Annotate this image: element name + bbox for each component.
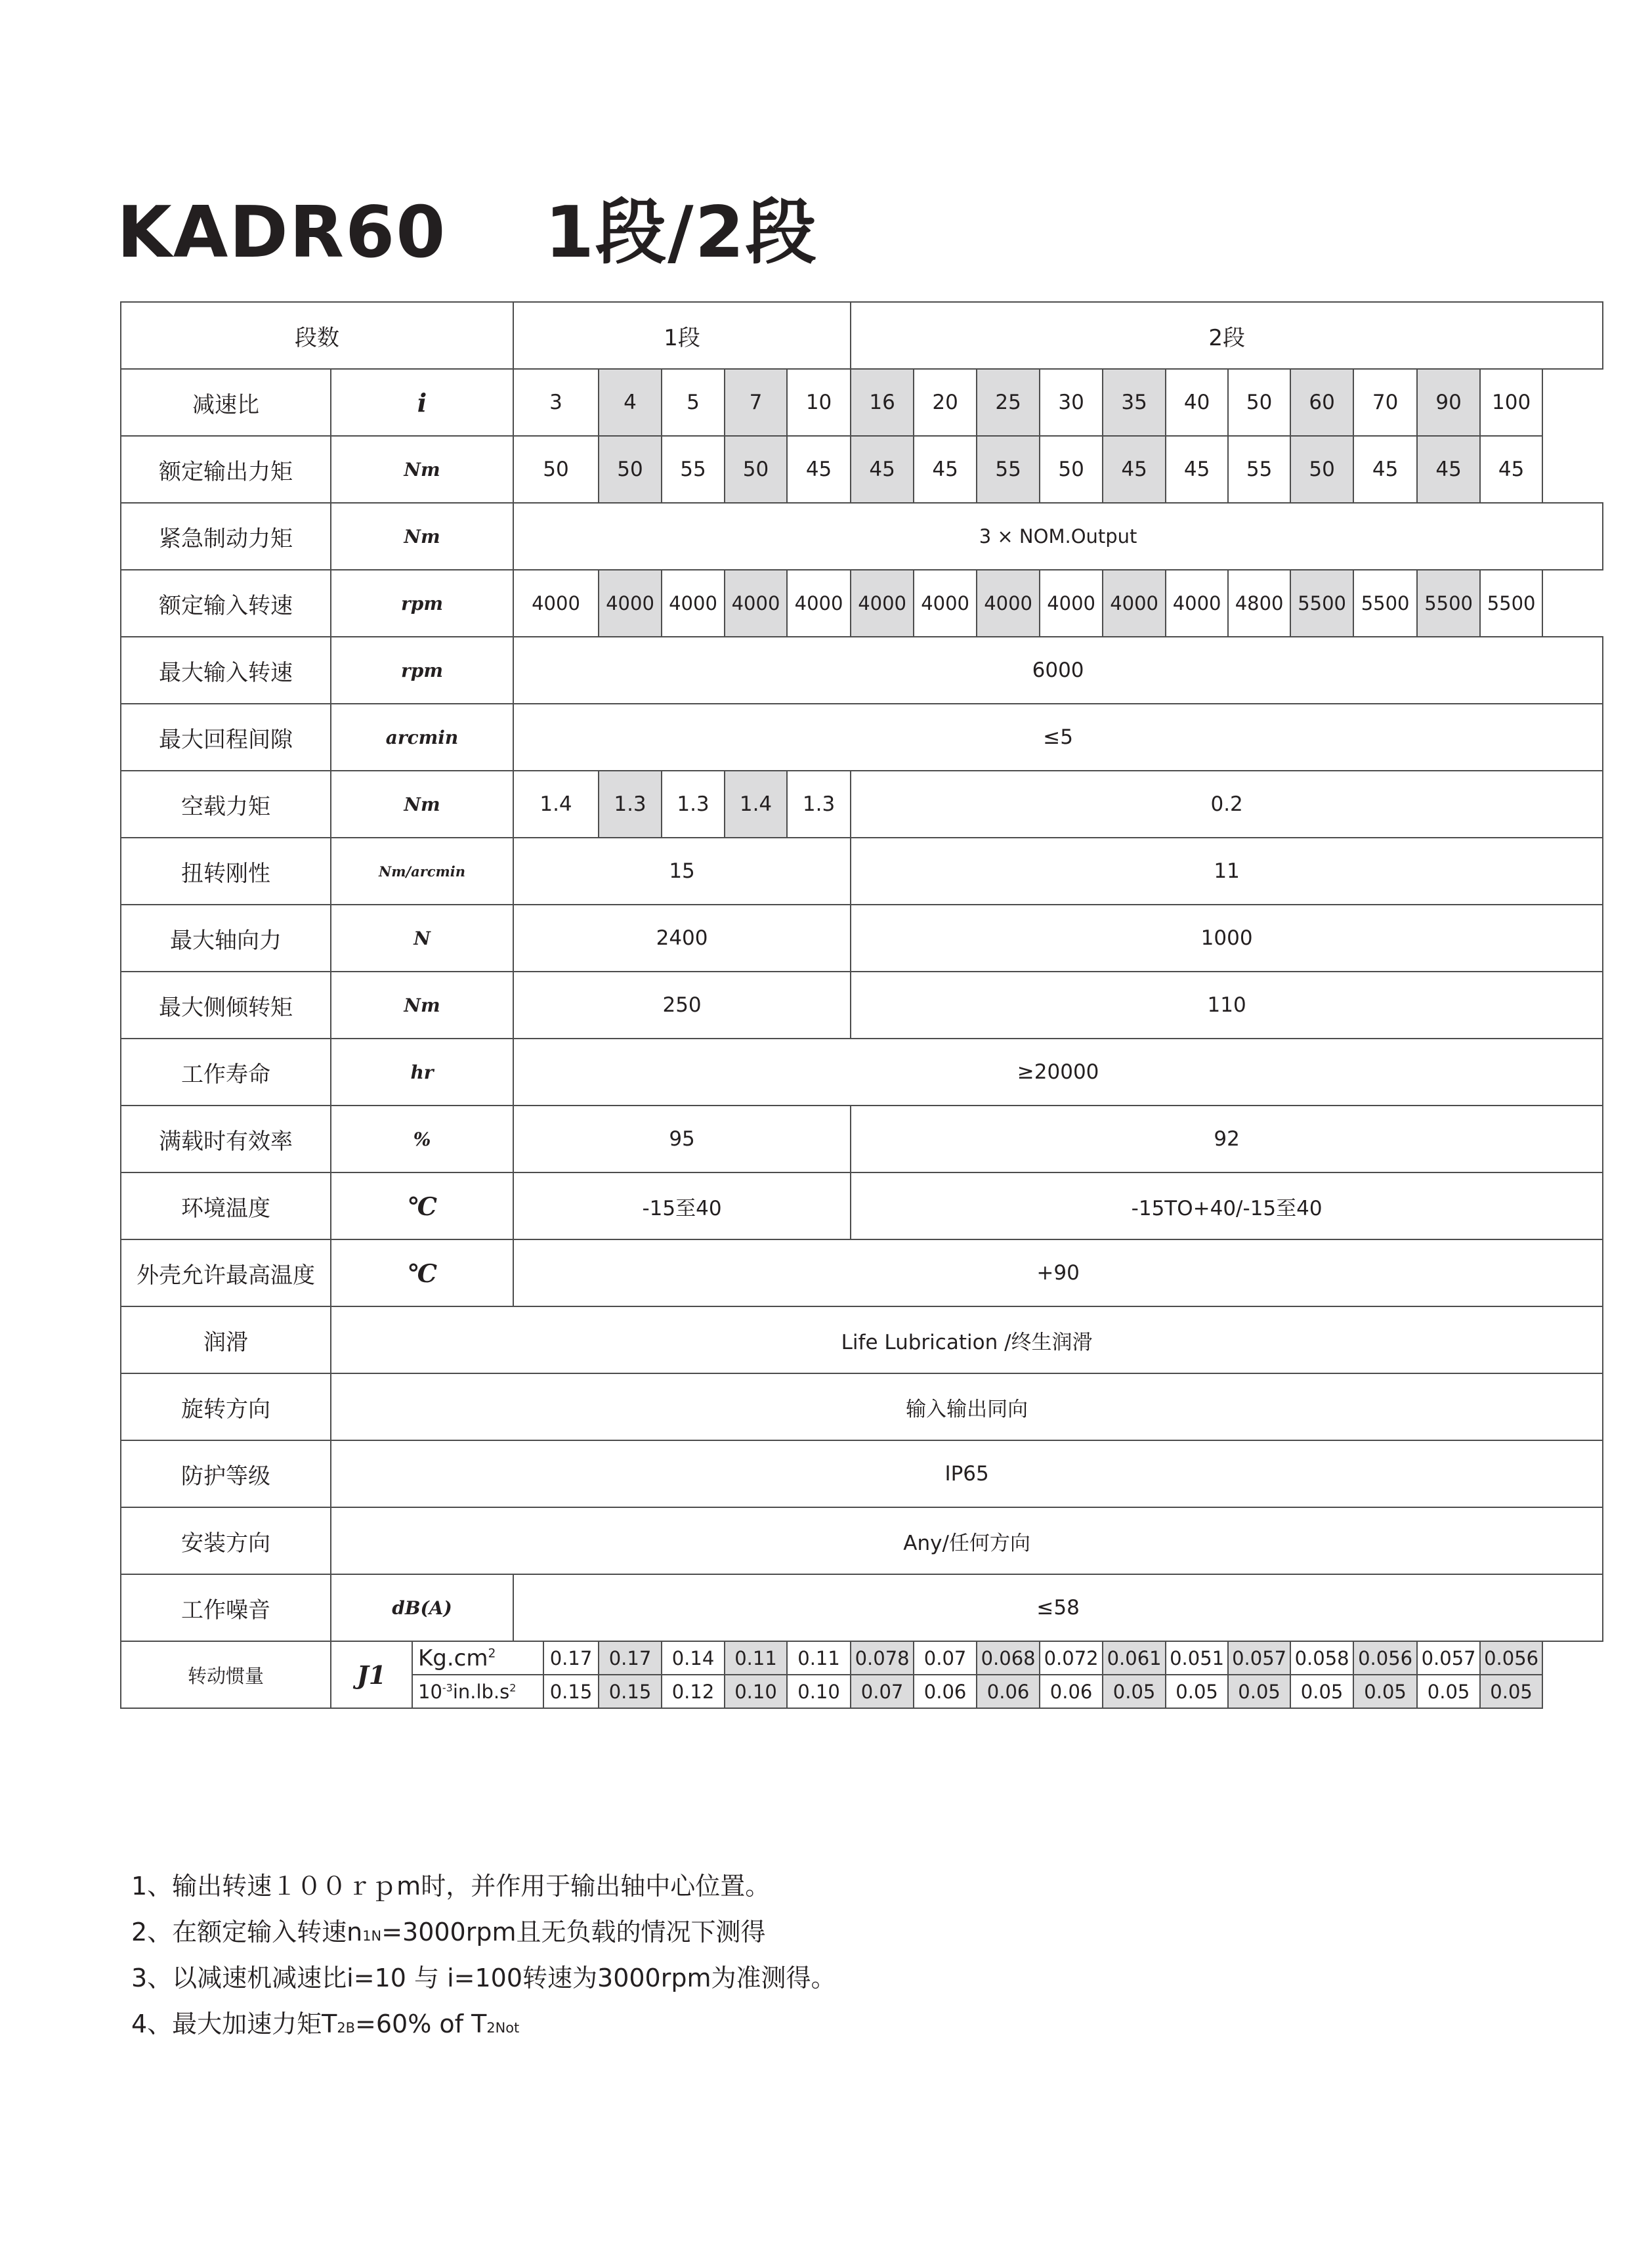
rated-speed-cell: 4000 <box>513 570 599 637</box>
note-2 <box>131 1909 836 1955</box>
stage1-header: 1段 <box>513 302 851 369</box>
inertia-kgcm2-cell: 0.11 <box>725 1641 787 1675</box>
inertia-kgcm2-cell: 0.072 <box>1040 1641 1103 1675</box>
ambient-temp-stage1: -15至40 <box>513 1172 851 1239</box>
row-ambient-temp <box>121 1172 1603 1239</box>
row-unit: % <box>331 1106 513 1172</box>
service-life-value: ≥20000 <box>513 1039 1603 1106</box>
row-rated-torque <box>121 436 1603 503</box>
rated-torque-cell: 45 <box>1417 436 1480 503</box>
row-stage <box>121 302 1603 369</box>
row-torsional-rigidity <box>121 838 1603 905</box>
row-unit: Nm <box>331 771 513 838</box>
row-label: 满载时有效率 <box>121 1106 331 1172</box>
row-label: 紧急制动力矩 <box>121 503 331 570</box>
rated-torque-cell: 55 <box>662 436 725 503</box>
stage-header: 段数 <box>121 302 513 369</box>
row-unit: N <box>331 905 513 972</box>
rated-speed-cell: 4000 <box>662 570 725 637</box>
no-load-cell: 1.3 <box>599 771 662 838</box>
row-unit: Nm <box>331 972 513 1039</box>
row-max-tilting-torque <box>121 972 1603 1039</box>
note-2-subscript: 1N <box>362 1928 382 1944</box>
rated-speed-cell: 4000 <box>977 570 1040 637</box>
inertia-inlbs2-cell: 0.05 <box>1103 1675 1166 1708</box>
row-label: 工作寿命 <box>121 1039 331 1106</box>
row-unit: rpm <box>331 637 513 704</box>
row-unit: arcmin <box>331 704 513 771</box>
rated-torque-cell: 50 <box>725 436 787 503</box>
lubrication-value: Life Lubrication /终生润滑 <box>331 1306 1603 1373</box>
ratio-cell: 16 <box>851 369 914 436</box>
efficiency-stage2: 92 <box>851 1106 1603 1172</box>
row-label: 工作噪音 <box>121 1574 331 1641</box>
max-speed-value: 6000 <box>513 637 1603 704</box>
ratio-cell: 30 <box>1040 369 1103 436</box>
inertia-unit-kgcm2 <box>412 1641 543 1675</box>
row-unit: rpm <box>331 570 513 637</box>
inertia-inlbs2-cell: 0.05 <box>1353 1675 1417 1708</box>
inertia-kgcm2-cell: 0.056 <box>1353 1641 1417 1675</box>
row-service-life <box>121 1039 1603 1106</box>
inertia-inlbs2-cell: 0.15 <box>599 1675 662 1708</box>
inertia-inlbs2-cell: 0.10 <box>725 1675 787 1708</box>
inertia-kgcm2-cell: 0.11 <box>787 1641 851 1675</box>
note-4 <box>131 2001 836 2047</box>
emergency-torque-value: 3 × NOM.Output <box>513 503 1603 570</box>
max-tilting-torque-stage1: 250 <box>513 972 851 1039</box>
inertia-kgcm2-cell: 0.057 <box>1417 1641 1480 1675</box>
inertia-kgcm2-cell: 0.056 <box>1480 1641 1542 1675</box>
row-mounting <box>121 1507 1603 1574</box>
ratio-cell: 4 <box>599 369 662 436</box>
inertia-kgcm2-cell: 0.17 <box>599 1641 662 1675</box>
row-label: 减速比 <box>121 369 331 436</box>
inertia-inlbs2-cell: 0.05 <box>1166 1675 1228 1708</box>
row-max-axial-force <box>121 905 1603 972</box>
row-no-load-torque <box>121 771 1603 838</box>
ratio-cell: 40 <box>1166 369 1228 436</box>
inertia-kgcm2-cell: 0.17 <box>543 1641 599 1675</box>
row-max-housing-temp <box>121 1239 1603 1306</box>
rated-speed-cell: 4000 <box>1166 570 1228 637</box>
inertia-kgcm2-cell: 0.057 <box>1228 1641 1290 1675</box>
inertia-inlbs2-cell: 0.15 <box>543 1675 599 1708</box>
ambient-temp-stage2: -15TO+40/-15至40 <box>851 1172 1603 1239</box>
inertia-kgcm2-cell: 0.078 <box>851 1641 914 1675</box>
note-4-text-b: =60% of T <box>355 2010 487 2038</box>
row-inertia-1 <box>121 1641 1603 1675</box>
inertia-inlbs2-cell: 0.06 <box>977 1675 1040 1708</box>
inertia-inlbs2-cell: 0.05 <box>1290 1675 1353 1708</box>
note-2-text-b: =3000rpm且无负载的情况下测得 <box>381 1918 766 1946</box>
rated-torque-cell: 45 <box>1166 436 1228 503</box>
ratio-cell: 100 <box>1480 369 1542 436</box>
row-label: 外壳允许最高温度 <box>121 1239 331 1306</box>
torsional-rigidity-stage1: 15 <box>513 838 851 905</box>
ratio-cell: 90 <box>1417 369 1480 436</box>
mounting-value: Any/任何方向 <box>331 1507 1603 1574</box>
rotation-value: 输入输出同向 <box>331 1373 1603 1440</box>
inertia-unit-inlbs2-mid: in.lb.s <box>452 1680 510 1703</box>
row-label: 安装方向 <box>121 1507 331 1574</box>
row-label: 最大输入转速 <box>121 637 331 704</box>
max-axial-force-stage1: 2400 <box>513 905 851 972</box>
note-4-subscript-2: 2Not <box>486 2020 520 2036</box>
note-2-text-a: 2、在额定输入转速n <box>131 1918 363 1946</box>
note-4-text-a: 4、最大加速力矩T <box>131 2010 337 2038</box>
row-unit: Nm/arcmin <box>331 838 513 905</box>
row-label: 旋转方向 <box>121 1373 331 1440</box>
inertia-kgcm2-cell: 0.051 <box>1166 1641 1228 1675</box>
ratio-cell: 60 <box>1290 369 1353 436</box>
page-title: KADR60 1段/2段 <box>117 192 818 274</box>
noise-value: ≤58 <box>513 1574 1603 1641</box>
rated-speed-cell: 4000 <box>851 570 914 637</box>
row-protection <box>121 1440 1603 1507</box>
no-load-cell: 1.4 <box>513 771 599 838</box>
rated-speed-cell: 4000 <box>599 570 662 637</box>
row-label: 最大轴向力 <box>121 905 331 972</box>
notes-list <box>131 1863 836 2047</box>
inertia-unit-inlbs2-exp-b: 2 <box>509 1681 517 1694</box>
row-label: 空载力矩 <box>121 771 331 838</box>
inertia-inlbs2-cell: 0.12 <box>662 1675 725 1708</box>
row-noise <box>121 1574 1603 1641</box>
row-label: 润滑 <box>121 1306 331 1373</box>
inertia-inlbs2-cell: 0.05 <box>1228 1675 1290 1708</box>
no-load-cell: 1.4 <box>725 771 787 838</box>
row-rotation <box>121 1373 1603 1440</box>
rated-torque-cell: 55 <box>1228 436 1290 503</box>
inertia-kgcm2-cell: 0.068 <box>977 1641 1040 1675</box>
torsional-rigidity-stage2: 11 <box>851 838 1603 905</box>
rated-torque-cell: 50 <box>1290 436 1353 503</box>
inertia-kgcm2-cell: 0.07 <box>914 1641 977 1675</box>
rated-torque-cell: 55 <box>977 436 1040 503</box>
row-unit: ℃ <box>331 1239 513 1306</box>
rated-speed-cell: 4800 <box>1228 570 1290 637</box>
row-unit: Nm <box>331 436 513 503</box>
ratio-cell: 70 <box>1353 369 1417 436</box>
ratio-cell: 3 <box>513 369 599 436</box>
ratio-cell: 35 <box>1103 369 1166 436</box>
row-unit: Nm <box>331 503 513 570</box>
backlash-value: ≤5 <box>513 704 1603 771</box>
inertia-inlbs2-cell: 0.06 <box>914 1675 977 1708</box>
row-max-speed <box>121 637 1603 704</box>
rated-torque-cell: 50 <box>599 436 662 503</box>
no-load-cell: 1.3 <box>662 771 725 838</box>
row-ratio <box>121 369 1603 436</box>
rated-torque-cell: 50 <box>513 436 599 503</box>
row-lubrication <box>121 1306 1603 1373</box>
rated-speed-cell: 4000 <box>914 570 977 637</box>
row-label: 环境温度 <box>121 1172 331 1239</box>
row-rated-speed <box>121 570 1603 637</box>
spec-table <box>120 301 1603 1709</box>
inertia-unit-inlbs2-pre: 10 <box>418 1680 442 1703</box>
inertia-unit-kgcm2-exp: 2 <box>488 1646 496 1661</box>
row-unit: i <box>331 369 513 436</box>
stage2-header: 2段 <box>851 302 1603 369</box>
rated-torque-cell: 45 <box>1103 436 1166 503</box>
rated-speed-cell: 4000 <box>1103 570 1166 637</box>
row-label: 扭转刚性 <box>121 838 331 905</box>
rated-speed-cell: 5500 <box>1417 570 1480 637</box>
inertia-inlbs2-cell: 0.10 <box>787 1675 851 1708</box>
inertia-kgcm2-cell: 0.058 <box>1290 1641 1353 1675</box>
rated-torque-cell: 45 <box>851 436 914 503</box>
ratio-cell: 20 <box>914 369 977 436</box>
inertia-inlbs2-cell: 0.06 <box>1040 1675 1103 1708</box>
max-tilting-torque-stage2: 110 <box>851 972 1603 1039</box>
row-label: 额定输出力矩 <box>121 436 331 503</box>
row-label: 防护等级 <box>121 1440 331 1507</box>
ratio-cell: 10 <box>787 369 851 436</box>
note-1: 1、输出转速１００ｒｐm时，并作用于输出轴中心位置。 <box>131 1872 771 1901</box>
note-4-subscript-1: 2B <box>337 2020 356 2036</box>
row-label: 最大侧倾转矩 <box>121 972 331 1039</box>
rated-speed-cell: 5500 <box>1480 570 1542 637</box>
max-axial-force-stage2: 1000 <box>851 905 1603 972</box>
rated-torque-cell: 45 <box>787 436 851 503</box>
row-unit: ℃ <box>331 1172 513 1239</box>
row-label: 转动惯量 <box>121 1641 331 1708</box>
ratio-cell: 50 <box>1228 369 1290 436</box>
rated-speed-cell: 4000 <box>787 570 851 637</box>
rated-torque-cell: 45 <box>914 436 977 503</box>
no-load-stage2: 0.2 <box>851 771 1603 838</box>
rated-torque-cell: 45 <box>1353 436 1417 503</box>
ratio-cell: 5 <box>662 369 725 436</box>
protection-value: IP65 <box>331 1440 1603 1507</box>
row-emergency-torque <box>121 503 1603 570</box>
inertia-inlbs2-cell: 0.05 <box>1480 1675 1542 1708</box>
row-backlash <box>121 704 1603 771</box>
max-housing-temp-value: +90 <box>513 1239 1603 1306</box>
rated-speed-cell: 4000 <box>1040 570 1103 637</box>
rated-speed-cell: 5500 <box>1353 570 1417 637</box>
inertia-kgcm2-cell: 0.061 <box>1103 1641 1166 1675</box>
ratio-cell: 25 <box>977 369 1040 436</box>
inertia-unit-kgcm2-base: Kg.cm <box>418 1644 488 1671</box>
rated-torque-cell: 50 <box>1040 436 1103 503</box>
rated-speed-cell: 5500 <box>1290 570 1353 637</box>
inertia-kgcm2-cell: 0.14 <box>662 1641 725 1675</box>
note-3: 3、以减速机减速比i=10 与 i=100转速为3000rpm为准测得。 <box>131 1964 836 1992</box>
inertia-unit-inlbs2 <box>412 1675 543 1708</box>
rated-torque-cell: 45 <box>1480 436 1542 503</box>
row-label: 最大回程间隙 <box>121 704 331 771</box>
inertia-inlbs2-cell: 0.05 <box>1417 1675 1480 1708</box>
row-unit: dB(A) <box>331 1574 513 1641</box>
row-unit: hr <box>331 1039 513 1106</box>
efficiency-stage1: 95 <box>513 1106 851 1172</box>
ratio-cell: 7 <box>725 369 787 436</box>
row-efficiency <box>121 1106 1603 1172</box>
rated-speed-cell: 4000 <box>725 570 787 637</box>
row-label: 额定输入转速 <box>121 570 331 637</box>
inertia-symbol: J1 <box>331 1641 412 1708</box>
no-load-cell: 1.3 <box>787 771 851 838</box>
inertia-unit-inlbs2-exp-a: -3 <box>442 1681 453 1694</box>
inertia-inlbs2-cell: 0.07 <box>851 1675 914 1708</box>
